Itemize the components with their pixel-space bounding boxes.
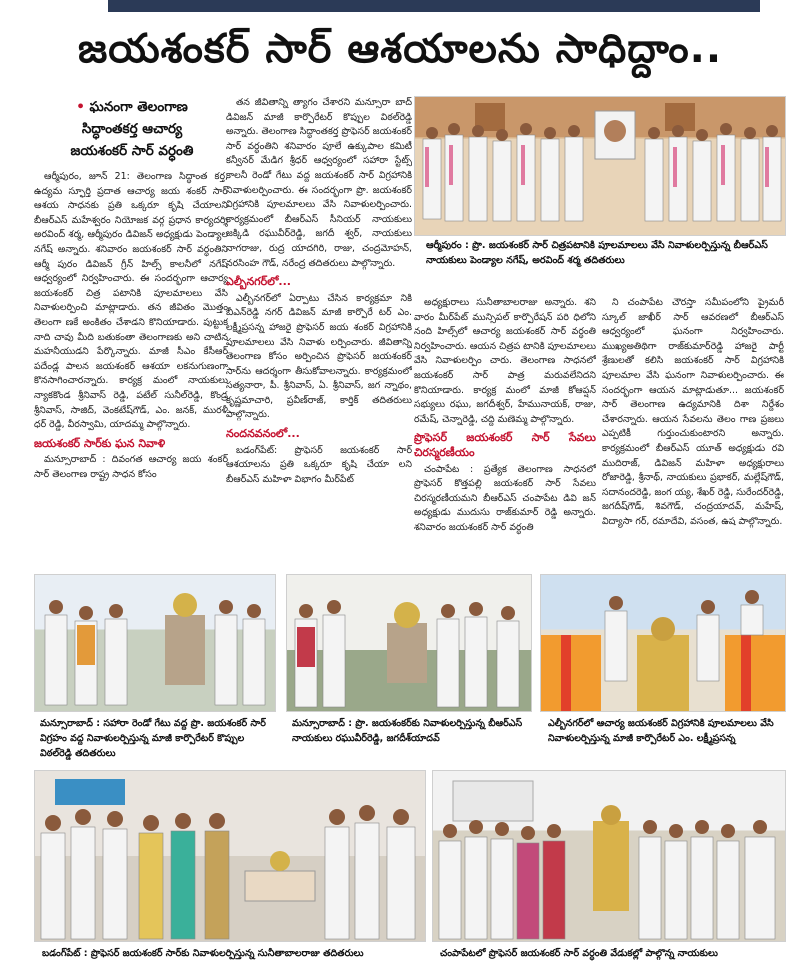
top-group-photo xyxy=(414,96,786,236)
col2-paragraph-2: ఎల్బీనగర్‌లో ఏర్పాటు చేసిన కార్యక్రమా నికి బీఎన్‌రెడ్డి నగర్ డివిజన్ మాజీ కార్పొరే టర్ ఎం. లక్ష్మీప్రసన్న హాజరై ప్రొఫెసర్ జయ శంకర్ విగ్రహానికి పూలమాలలు వేసి నివాళు లర్పించారు. జీవితాన్ని తెలంగాణ కోసం అర్పించిన ప్రొఫెసర్ జయశంకర్ సార్‌ను ఆదర్శంగా తీసుకోవాలన్నారు. కార్యక్రమంలో సత్యనారా, పీ. శ్రీనివాస్, ఏ. శ్రీనివాస్, జగ న్నాథం, కృష్ణమాచారి, ప్రవీణ్‌రాజ్, కార్తిక్ తదితరులు పాల్గొన్నారు. xyxy=(226,292,412,421)
photo-mansoorabad-1 xyxy=(34,574,276,712)
col4-paragraph-1: ని చంపాపేట చౌరస్తా సమీపంలోని ప్రైమరీ స్కూల్ జాఖీర్ సార్ ఆవరణలో బీఆర్ఎస్ ఆధ్వర్యంలో ఘనంగా నిర్వహించారు. ముఖ్యఅతిథిగా రాజ్‌కుమార్‌రెడ్డి హాజరై పార్టీ శ్రేణులతో కలిసి జయశంకర్ సార్ విగ్రహానికి పూలమాల వేసి ఘనంగా నివాళులర్పించారు. ఈ సందర్భంగా ఆయన మాట్లాడుతూ... జయశంకర్ సార్ తెలంగాణ ఉద్యమానికి దిశా నిర్దేశం చేశారన్నారు. ఆయన సేవలను తెలం గాణ ప్రజలు ఎప్పటికీ గుర్తుంచుకుంటారని అన్నారు. కార్యక్రమంలో బీఆర్ఎస్ యూత్ అధ్యక్షుడు రవి ముదిరాజ్, డివిజన్ మహిళా అధ్యక్షురాలు రోజారెడ్డి, శ్రీనాథ్, నాయకులు ప్రభాకర్, మల్లేష్‌గౌడ్, సదానందరెడ్డి, జంగ య్య, శేఖర్ రెడ్డి, సురేందర్‌రెడ్డి, జగదీష్‌గౌడ్, శివగౌడ్, చంద్రయాదవ్, మహేష్, విద్యాసా గర్, రమాదేవి, వసంత, ఉష పాల్గొన్నారు. xyxy=(602,297,784,527)
caption-mansoorabad-1: మన్సూరాబాద్ : సహారా రెండో గేటు వద్ద ప్రొ. జయశంకర్ సార్ విగ్రహం వద్ద నివాళులర్పిస్తున్న మాజీ కార్పొరేటర్ కొప్పుల విఠల్‌రెడ్డి తదితరులు xyxy=(40,718,266,759)
photo-champapet-illustration xyxy=(433,771,785,941)
photo-champapet xyxy=(432,770,786,942)
col3-paragraph-2: చంపాపేట : ప్రత్యేక తెలంగాణ సాధనలో ప్రొఫెసర్ కొత్తపల్లి జయశంకర్ సార్ సేవలు చిరస్మరణీయమని బీఆర్ఎస్ చంపాపేట డివి జన్ అధ్యక్షుడు ముదుసు రాజ్‌కుమార్ రెడ్డి అన్నారు. శనివారం జయశంకర్ సార్ వర్ధంతి xyxy=(414,463,596,533)
col1-paragraph-1: ఆర్మీపురం, జూన్ 21: తెలంగాణ సిద్ధాంత కర్త, ఉద్యమ స్ఫూర్తి ప్రదాత ఆచార్య జయ శంకర్ సార్ ఆశయ సాధనకు ప్రతి ఒక్కరూ కృషి చేయాలని బీఆర్ఎస్ మహేశ్వరం నియోజక వర్గ ప్రధాన కార్యదర్శి అరవింద్ శర్మ, ఆర్మీపురం డివిజన్ అధ్యక్షుడు పెండ్యాల నగేష్ అన్నారు. శనివారం జయశంకర్ సార్ వర్ధంతిని ఆర్మీ పురం డివిజన్ గ్రీన్ హిల్స్ కాలనీలో నగేష్ ఆధ్వర్యంలో నిర్వహించారు. ఈ సందర్భంగా ఆచార్య జయశంకర్ చిత్ర పటానికి పూలమాలలు వేసి నివాళులర్పించి మాట్లాడారు. తన జీవితం మొత్తం తెలంగా ణకే అంకితం చేశాడని కొనియాడారు. పుట్టుక నాది చావు మీది బతుకంతా తెలంగాణకు అని చాటిన మహనీయుడని పేర్కొన్నారు. మాజీ సీఎం కేసీఆర్ పదేండ్ల పాలన జయశంకర్ ఆశయా లకనుగుణంగా కొనసాగించారన్నారు. కార్యక్ర మంలో నాయకులు న్యాకకొండ శ్రీనివాస్ రెడ్డి, పటేల్ సునీల్‌రెడ్డి, కొండ్ర శ్రీనివాస్, సాజిద్, వెంకటేష్‌గౌడ్, ఎం. జనక్, మురళీ ధర్ రెడ్డి, వీరస్వామి, యాదమ్మ పాల్గొన్నారు. xyxy=(34,171,228,431)
col2-subheading-lbnagar: ఎల్బీనగర్‌లో... xyxy=(226,275,291,289)
col3-paragraph-1: అధ్యక్షురాలు సునీతాబాలరాజు అన్నారు. శని వారం మీర్‌పేట్ మున్సిపల్ కార్పొరేషన్ పరి ధిలోని నంది హిల్స్‌లో ఆచార్య జయశంకర్ సార్ వర్ధంతి నిర్వహించారు. ఆయన చిత్రప టానికి పూలమాలలు వేసి నివాళులర్పిం చారు. తెలంగాణ సాధనలో జయశంకర్ సార్ పాత్ర మరువలేనిదని కొనియాడారు. కార్యక్ర మంలో మాజీ కోఆప్షన్ సభ్యులు రఘు, జగదీశ్వర్, హేమునాయక్, రాజు, రమేష్, చెన్నారెడ్డి, చద్ది మణెమ్మ పాల్గొన్నారు. xyxy=(414,297,596,425)
caption-champapet: చంపాపేటలో ప్రొఫెసర్ జయశంకర్ సార్ వర్ధంతి వేడుకల్లో పాల్గొన్న నాయకులు xyxy=(440,948,718,959)
photo-mansoorabad-2 xyxy=(286,574,532,712)
kicker-line-1: ఘనంగా తెలంగాణ xyxy=(89,99,188,115)
photo-lbnagar xyxy=(540,574,786,712)
article-column-2 xyxy=(226,96,412,570)
caption-badangpet: బడంగ్‌పేట్ : ప్రొఫెసర్ జయశంకర్ సార్‌కు నివాళులర్పిస్తున్న సునీతాబాలరాజు తదితరులు xyxy=(42,948,364,959)
caption-mansoorabad-2: మన్సూరాబాద్ : ప్రొ. జయశంకర్‌కు నివాళులర్పిస్తున్న బీఆర్ఎస్ నాయకులు రఘువీర్‌రెడ్డి, జగదీశ్‌యాదవ్ xyxy=(292,718,523,744)
article-column-4 xyxy=(602,296,784,570)
kicker-line-2: సిద్ధాంతకర్త ఆచార్య xyxy=(81,121,183,137)
headline: జయశంకర్ సార్ ఆశయాలను సాధిద్దాం.. xyxy=(77,26,723,72)
col3-subheading: ప్రొఫెసర్ జయశంకర్ సార్ సేవలు చిరస్మరణీయం xyxy=(414,431,596,459)
col2-subheading-nandanavanam: నందనవనంలో... xyxy=(226,427,300,441)
photo-badangpet-illustration xyxy=(35,771,425,941)
article-column-3 xyxy=(414,296,596,570)
col1-paragraph-2: మన్సూరాబాద్ : దివంగత ఆచార్య జయ శంకర్ సార్ తెలంగాణ రాష్ట్ర సాధన కోసం xyxy=(34,454,228,480)
photo-mansoorabad-1-illustration xyxy=(35,575,275,711)
story-kicker xyxy=(40,96,224,162)
photo-badangpet xyxy=(34,770,426,942)
col2-paragraph-1: తన జీవితాన్ని త్యాగం చేశారని మన్సూరా బాద్ డివిజన్ మాజీ కార్పొరేటర్ కొప్పుల విఠల్‌రెడ్డి అన్నారు. తెలంగాణ సిద్ధాంతకర్త ప్రొఫెసర్ జయశంకర్ సార్ వర్ధంతిని శనివారం పూలే ఉక్కుపాల కమిటీ కన్వీనర్ మేడిగ శ్రీధర్ ఆధ్వర్యంలో సహారా స్టేట్స్ కాలనీ రెండో గేటు వద్ద జయశంకర్ సార్ విగ్రహానికి నివాళులర్పించారు. ఈ సందర్భంగా ప్రొ. జయశంకర్ విగ్రహానికి పూలమాలలు వేసి నివాళులర్పించారు. కార్యక్రమంలో బీఆర్ఎస్ సీనియర్ నాయకులు జక్కిడి రఘువీర్‌రెడ్డి, జగదీ శ్వర్, నాయకులు నాగరాజు, రుద్ర యాదగిరి, రాజు, చంద్రమోహన్, నరసింహ గౌడ్, నరేంద్ర తదితరులు పాల్గొన్నారు. xyxy=(226,97,412,269)
top-banner-strip xyxy=(108,0,760,12)
article-column-1 xyxy=(34,170,228,570)
bullet-icon: • xyxy=(76,99,85,115)
col1-subheading: జయశంకర్ సార్‌కు ఘన నివాళి xyxy=(34,436,166,450)
photo-mansoorabad-2-illustration xyxy=(287,575,531,711)
photo-lbnagar-illustration xyxy=(541,575,785,711)
top-photo-caption: ఆర్మీపురం : ప్రొ. జయశంకర్ సార్ చిత్రపటానికి పూలమాలలు వేసి నివాళులర్పిస్తున్న బీఆర్ఎస్ నాయకులు పెండ్యాల నగేష్, అరవింద్ శర్మ తదితరులు xyxy=(426,240,768,266)
kicker-line-3: జయశంకర్ సార్ వర్ధంతి xyxy=(70,143,194,159)
top-group-photo-illustration xyxy=(415,97,785,235)
caption-lbnagar: ఎల్బీనగర్‌లో ఆచార్య జయశంకర్ విగ్రహానికి పూలమాలలు వేసి నివాళులర్పిస్తున్న మాజీ కార్పొరేటర్ ఎం. లక్ష్మీప్రసన్న xyxy=(548,718,774,744)
col2-paragraph-3: బడంగ్‌పేట్: ప్రొఫెసర్ జయశంకర్ సార్ ఆశయాలను ప్రతి ఒక్కరూ కృషి చేయా లని బీఆర్ఎస్ మహిళా విభాగం మీర్‌పేట్ xyxy=(226,444,412,485)
